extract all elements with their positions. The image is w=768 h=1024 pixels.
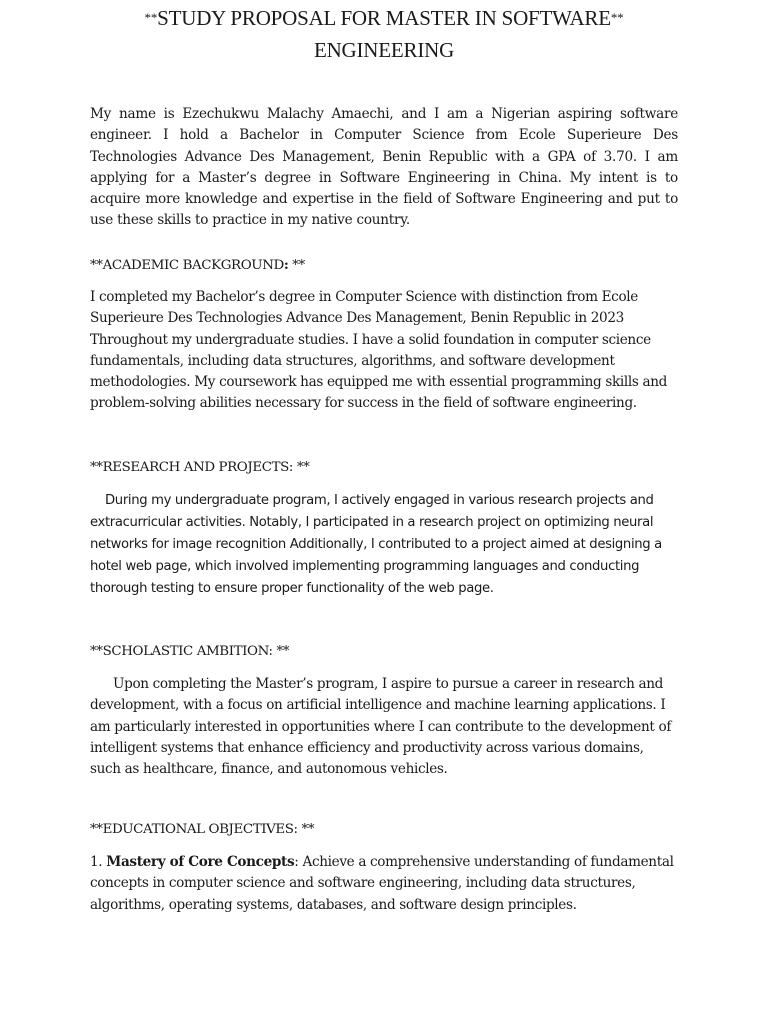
document-title: [90, 2, 678, 66]
section-heading-research-projects: **RESEARCH AND PROJECTS: **: [90, 460, 310, 475]
objective-item-title: Mastery of Core Concepts: [106, 854, 295, 870]
research-projects-paragraph: During my undergraduate program, I actively engaged in various research projects and extracurricular activities. Notably, I participated in a research project on optimizing neural networks for image recognition Additionally, I contributed to a project aimed at designing a hotel web page, which involved implementing programming languages and conducting thorough testing to ensure proper functionality of the web page.: [90, 493, 662, 596]
section-heading-educational-objectives: **EDUCATIONAL OBJECTIVES: **: [90, 822, 315, 837]
academic-background-paragraph: I completed my Bachelor’s degree in Computer Science with distinction from Ecole Superieure Des Technologies Advance Des Management, Benin Republic in 2023 Throughout my undergraduate studies. I have a solid foundation in computer science fundamentals, including data structures, algorithms, and software development methodologies. My coursework has equipped me with essential programming skills and problem-solving abilities necessary for success in the field of software engineering.: [90, 289, 667, 412]
title-text: STUDY PROPOSAL FOR MASTER IN SOFTWARE: [157, 6, 611, 30]
academic-heading-colon: :: [283, 257, 289, 273]
academic-heading-end: **: [288, 258, 305, 273]
scholastic-ambition-paragraph: Upon completing the Master’s program, I aspire to pursue a career in research and development, with a focus on artificial intelligence and machine learning applications. I am particularly interested in opportunities where I can contribute to the development of intelligent systems that enhance efficiency and productivity across various domains, such as healthcare, finance, and autonomous vehicles.: [90, 676, 671, 778]
title-stars-close: **: [610, 10, 624, 25]
academic-heading-text: **ACADEMIC BACKGROUND: [90, 258, 284, 273]
objective-item-number: 1.: [90, 854, 107, 870]
intro-paragraph: My name is Ezechukwu Malachy Amaechi, and I am a Nigerian aspiring software engineer. I hold a Bachelor in Computer Science from Ecole Superieure Des Technologies Advance Des Management, Benin Republic with a GPA of 3.70. I am applying for a Master’s degree in Software Engineering in China. My intent is to acquire more knowledge and expertise in the field of Software Engineering and put to use these skills to practice in my native country.: [90, 106, 678, 229]
title-line2: ENGINEERING: [313, 38, 455, 62]
objective-item-body: : Achieve a comprehensive understanding of fundamental concepts in computer science and software engineering, including data structures, algorithms, operating systems, databases, and software design principles.: [90, 854, 674, 913]
educational-objective-item: [90, 852, 678, 916]
section-heading-scholastic-ambition: **SCHOLASTIC AMBITION: **: [90, 644, 290, 659]
title-stars-open: **: [144, 10, 158, 25]
section-heading-academic-background: [90, 255, 678, 276]
